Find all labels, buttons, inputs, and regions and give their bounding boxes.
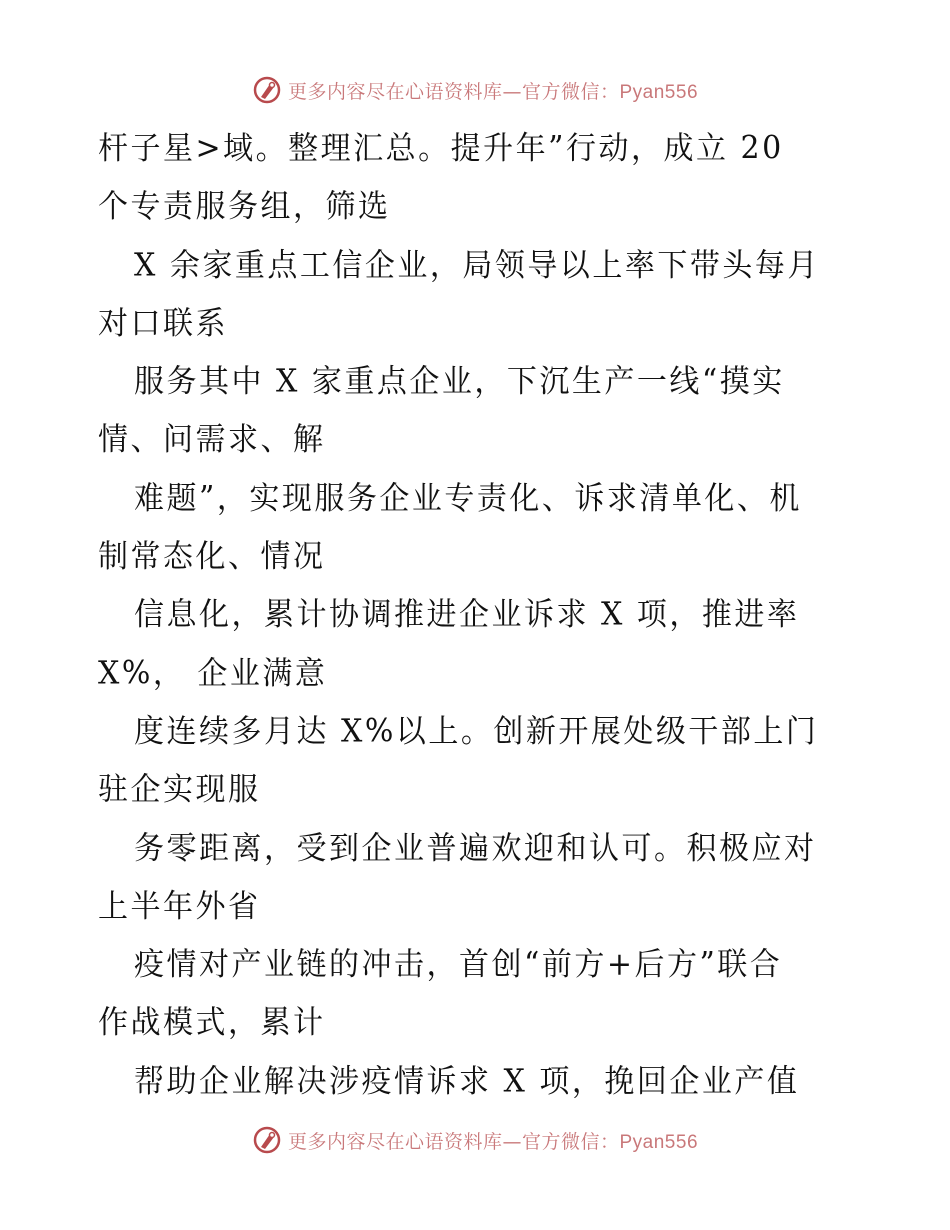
header-notice: 更多内容尽在心语资料库 [287,80,503,103]
text-line: 服务其中 X 家重点企业，下沉生产一线“摸实 [134,363,785,401]
text-line: 疫情对产业链的冲击，首创“前方+后方”联合 [134,946,783,983]
header-wechat-id: Pyan556 [619,81,699,103]
text-line: 对口联系 [98,304,228,342]
brand-logo-icon [252,75,282,105]
text-line: 作战模式，累计 [98,1004,326,1042]
header-wechat-label: 官方微信： [521,80,620,103]
text-line: X%， 企业满意 [98,654,328,692]
text-line: 驻企实现服 [98,771,261,809]
footer-separator: — [502,1130,522,1153]
header-notice-text [288,77,698,104]
text-line: 情、问需求、解 [98,421,326,459]
text-line: 帮助企业解决涉疫情诉求 X 项，挽回企业产值 [134,1062,800,1100]
text-line: 制常态化、情况 [98,538,326,575]
text-line: 难题”，实现服务企业专责化、诉求清单化、机 [134,479,802,517]
text-line: 上半年外省 [98,887,261,925]
footer-wechat-id: Pyan556 [619,1131,699,1153]
header-watermark [0,70,950,110]
text-line: 杆子星>域。整理汇总。提升年”行动，成立 20 [98,130,784,167]
header-separator: — [502,80,522,103]
text-line: 信息化，累计协调推进企业诉求 X 项，推进率 [134,596,800,634]
text-line: 个专责服务组，筛选 [98,188,391,226]
footer-watermark [0,1120,950,1160]
footer-wechat-label: 官方微信： [521,1130,620,1153]
footer-notice: 更多内容尽在心语资料库 [287,1130,503,1153]
text-line: 务零距离，受到企业普遍欢迎和认可。积极应对 [134,829,817,867]
document-body [98,120,878,1111]
brand-logo-icon [252,1125,282,1155]
text-line: X 余家重点工信企业，局领导以上率下带头每月 [134,246,820,284]
text-line: 度连续多月达 X%以上。创新开展处级干部上门 [134,713,819,750]
footer-notice-text [288,1127,698,1154]
